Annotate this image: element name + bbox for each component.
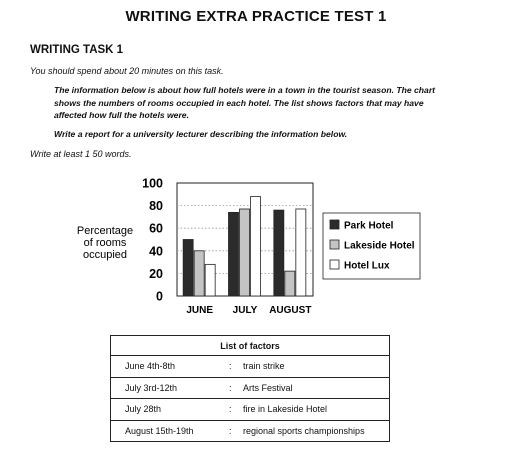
y-tick-label: 20	[149, 266, 163, 281]
factors-header-row	[111, 336, 390, 356]
table-row	[111, 399, 390, 421]
legend-swatch	[330, 220, 339, 229]
factor-event: fire in Lakeside Hotel	[243, 399, 390, 421]
bar	[274, 210, 284, 296]
bar	[183, 240, 193, 297]
bar	[240, 209, 250, 296]
table-row	[111, 356, 390, 378]
factor-separator: :	[229, 377, 243, 399]
table-row	[111, 377, 390, 399]
factors-title: List of factors	[111, 336, 390, 356]
table-row	[111, 420, 390, 442]
y-axis-label: of rooms	[83, 237, 127, 249]
legend-label: Lakeside Hotel	[344, 240, 415, 252]
bar	[205, 264, 215, 296]
report-instruction: Write a report for a university lecturer describing the information below.	[54, 129, 348, 139]
bar	[229, 212, 239, 296]
factor-date: July 28th	[111, 399, 230, 421]
legend-swatch	[330, 240, 339, 249]
word-count-instruction: Write at least 1 50 words.	[30, 149, 132, 159]
legend-label: Park Hotel	[344, 220, 394, 232]
y-tick-label: 100	[142, 176, 163, 191]
y-tick-label: 40	[149, 244, 163, 259]
factor-event: train strike	[243, 356, 390, 378]
y-tick-label: 80	[149, 199, 163, 214]
factor-separator: :	[229, 399, 243, 421]
x-tick-label: AUGUST	[269, 305, 312, 316]
factor-event: Arts Festival	[243, 377, 390, 399]
y-axis-label: occupied	[82, 249, 128, 261]
factor-separator: :	[229, 356, 243, 378]
factor-event: regional sports championships	[243, 425, 365, 436]
factor-date: August 15th-19th	[125, 425, 194, 436]
x-tick-label: JUNE	[186, 305, 214, 316]
factor-date: June 4th-8th	[111, 356, 230, 378]
task-prompt: The information below is about how full hotels were in a town in the tourist season. The chart shows the numbers of rooms occupied in each hotel. The list shows factors that may have affected how full the hotels were.	[54, 85, 436, 121]
factor-date: July 3rd-12th	[111, 377, 230, 399]
page-title: WRITING EXTRA PRACTICE TEST 1	[125, 8, 387, 25]
bar	[296, 209, 306, 296]
y-tick-label: 0	[156, 289, 163, 304]
bar	[251, 197, 261, 296]
factors-table	[110, 335, 390, 442]
legend-label: Hotel Lux	[344, 260, 390, 272]
time-instruction: You should spend about 20 minutes on this task.	[30, 66, 224, 76]
bar	[194, 251, 204, 296]
task-heading: WRITING TASK 1	[30, 44, 124, 56]
bar	[285, 271, 295, 296]
x-tick-label: JULY	[232, 305, 258, 316]
factor-separator: :	[229, 425, 232, 436]
y-tick-label: 60	[149, 221, 163, 236]
legend-swatch	[330, 260, 339, 269]
y-axis-label: Percentage	[76, 225, 134, 237]
